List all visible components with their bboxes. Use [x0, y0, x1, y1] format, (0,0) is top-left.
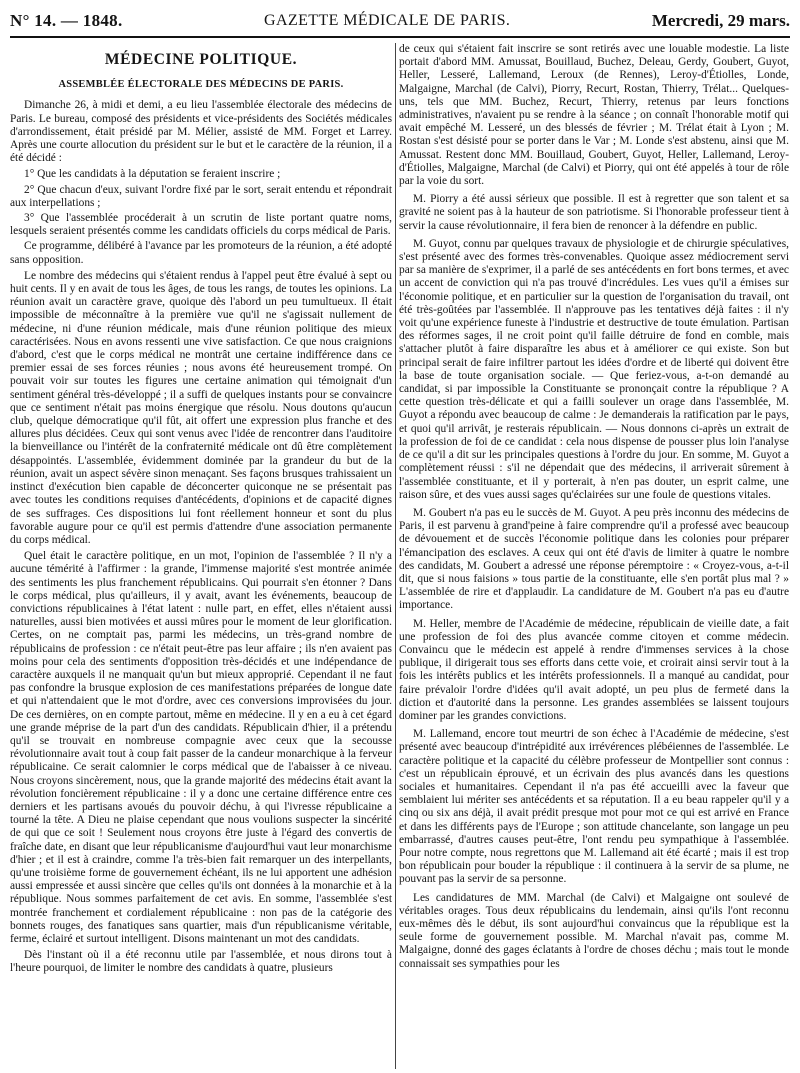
publication-title: GAZETTE MÉDICALE DE PARIS.	[264, 12, 511, 29]
issue-date: Mercredi, 29 mars.	[651, 11, 790, 30]
paragraph: M. Guyot, connu par quelques travaux de physiologie et de chirurgie spéculatives, s'est présenté avec des formes très-convenables. Quoique assez médiocrement servi par sa manière de s'exprimer, il a parlé de ses antécédents en fort bons termes, et avec un accent de conviction qui n'a pas trouvé d'incrédules. Les vues qu'il a émises sur l'économie politique, et en particulier sur la question de l'organisation du travail, ont été très-goûtées par l'assemblée. Il n'approuve pas les tentatives déjà faites : il n'y voit qu'une expérience funeste à l'industrie et destructive de toute émulation. Partisan des réformes sages, il ne croit point qu'il faille détruire de fond en comble, mais s'attacher plutôt à faire disparaître les abus et à améliorer ce qui existe. Son but principal serait de faire infiltrer partout les idées d'ordre et de liberté qui doivent être la base de toute organisation sociale. — Que feriez-vous, a-t-on demandé au candidat, si par impossible la Constituante se prononçait contre la république ? A cette question très-délicate et qui a failli soulever un orage dans l'assemblée, M. Guyot a répondu avec beaucoup de calme : Je demanderais la ratification par le pays, et quoi qu'il arrivât, je resterais républicain. — Nous donnons ci-après un extrait de la profession de foi de ce candidat : cela nous dispense de pousser plus loin l'analyse de ce qu'il a dit sur les principales questions à l'ordre du jour. En somme, M. Guyot a complètement réussi : s'il ne dépendait que des médecins, il arriverait sûrement à l'assemblée constituante, et il y porterait, à n'en pas douter, un esprit calme, une raison sûre, et des vues aussi sages qu'éclairées sur une foule de questions vitales.	[399, 237, 789, 501]
section-title: MÉDECINE POLITIQUE.	[104, 51, 298, 68]
paragraph: M. Piorry a été aussi sérieux que possible. Il est à regretter que son talent et sa gravité ne soient pas à la hauteur de son patriotisme. Si l'honorable professeur tient à servir la cause révolutionnaire, il fera bien de renoncer à la défendre en public.	[399, 193, 789, 232]
paragraph: Quel était le caractère politique, en un mot, l'opinion de l'assemblée ? Il n'y a aucune témérité à l'affirmer : la grande, l'immense majorité s'est montrée animée des sentiments les plus franchement républicains. Qui pourrait s'en étonner ? Dans le corps médical, plus qu'ailleurs, il y avait, avant les événements, beaucoup de convictions républicaines à l'état latent : nulle part, en effet, elles n'étaient aussi naturelles, aussi bien motivées et aussi mûres pour le moment de leur glorification. Certes, on ne comptait pas, parmi les médecins, un très-grand nombre de républicains de profession : ce n'était peut-être pas leur affaire ; ils n'en avaient pas moins pour cela des sentiments d'opposition très-décidés et une indépendance de caractère auxquels il ne manquait qu'un but mieux approprié. Cependant il ne faut pas confondre la brusque explosion de ces manifestations préparées de longue date et qui n'attendaient que le mot d'ordre, avec ces conversions improvisées du jour. De ces dernières, on en compte partout, même en médecine. Il y en a eu à cet égard une grande méprise de la part d'un des candidats. Républicain d'hier, il a prétendu qu'il se trouvait en nombreuse compagnie avec ceux que la secousse révolutionnaire avait tout à coup fait passer de la candeur monarchique à la ferveur républicaine. Ce serait calomnier le corps médical que de l'abaisser à ce niveau. Nous croyons sincèrement, nous, que la grande majorité des médecins était avant la révolution foncièrement républicaine : il y a donc une certaine différence entre ces derniers et les partisans avoués du pouvoir déchu, à qui l'ivresse républicaine a tourné la tête. A Dieu ne plaise cependant que nous voulions suspecter la sincérité de qui que ce soit ! Seulement nous croyons être juste à l'égard des convertis de fraîche date, en disant que leur républicanisme d'aujourd'hui vaut leur monarchisme d'hier ; et il est à craindre, comme l'a très-bien fait remarquer un des interpellants, qu'une troisième forme de gouvernement échéant, ils ne lui apportent une adhésion aussi empressée et aussi sincère que celles qu'ils ont données à la monarchie et à la république. Nous sommes parfaitement de cet avis. En somme, l'assemblée s'est montrée franchement et cordialement républicaine : non pas de la catégorie des bonnets rouges, des fanatiques sans quartier, mais d'un républicanisme véritable, ferme, éclairé et surtout intelligent. Disons maintenant un mot des candidats.	[10, 550, 392, 945]
paragraph: Le nombre des médecins qui s'étaient rendus à l'appel peut être évalué à sept ou huit cents. Il y en avait de tous les âges, de tous les rangs, de toutes les opinions. La réunion avait un caractère grave, quoique dès l'abord un peu tumultueux. Il était impossible de méconnaître à la première vue qu'il ne s'agissait nullement de médecine, ni d'une réunion médicale, mais d'une réunion politique des mieux caractérisées. Nous en avons ressenti une vive satisfaction. Ce que nous craignions d'abord, c'est que le corps médical ne montrât une certaine indifférence dans ce premier essai de ses forces réunies ; nous avons été heureusement trompé. On pouvait voir sur toutes les figures une certaine animation qui témoignait d'un sentiment général très-développé ; il a suffi de quelques instants pour se convaincre que ce sentiment n'était pas moins énergique que résolu. Nous doutons qu'aucun club, quelque démocratique qu'il fût, ait offert une expression plus franche et des allures plus décidées. Ceux qui sont venus avec l'idée de rencontrer dans l'auditoire la bienveillance ou l'intérêt de la confraternité médicale ont dû être complètement désappointés. L'assemblée, évidemment dominée par la grandeur du but de la réunion, avait un aspect sévère sinon menaçant. Ses façons brusques trahissaient un instinct d'exécution bien capable de déconcerter quiconque ne se présentait pas avec toutes les conditions requises d'antécédents, d'opinions et de capacité dignes de ses suffrages. Ces dispositions lui font réellement honneur et sont du plus favorable augure pour ce qu'il est permis d'attendre d'une association permanente du corps médical.	[10, 269, 392, 546]
right-column	[399, 43, 789, 1071]
issue-number: N° 14. — 1848.	[10, 11, 123, 30]
paragraph: M. Lallemand, encore tout meurtri de son échec à l'Académie de médecine, s'est présenté avec beaucoup d'intrépidité aux irrévérences plébéiennes de l'assemblée. Le caractère politique et la capacité du célèbre professeur de Montpellier sont connus : c'est un républicain éprouvé, et un écrivain des plus avancés dans les questions sociales et humanitaires. Cependant il n'a pas été accueilli avec la faveur que semblaient lui mériter ses antécédents et sa réputation. Il a eu beau rappeler qu'il y a cinq ou six ans déjà, il avait prédit presque mot pour mot ce qui est arrivé en France et dans les différents pays de l'Europe ; son attitude chancelante, son langage un peu embarrassé, d'autres causes peut-être, l'ont rendu peu sympathique à l'assemblée. Pour notre compte, nous regrettons que M. Lallemand ait été écarté ; mais il est trop bon républicain pour bouder la république : il continuera à la servir de sa plume, ne pouvant pas la servir de sa personne.	[399, 728, 789, 886]
decision-item: 1° Que les candidats à la députation se feraient inscrire ;	[24, 168, 281, 181]
decision-item: 2° Que chacun d'eux, suivant l'ordre fixé par le sort, serait entendu et répondrait aux interpellations ;	[10, 183, 392, 209]
article-subtitle: ASSEMBLÉE ÉLECTORALE DES MÉDECINS DE PARIS.	[58, 79, 344, 91]
paragraph: de ceux qui s'étaient fait inscrire se sont retirés avec une louable modestie. La liste portait d'abord MM. Amussat, Bouillaud, Buchez, Deleau, Gerdy, Goubert, Guyot, Heller, Lesseré, Lallemand, Leroux (de Rennes), Leroy-d'Étiolles, Londe, Malgaigne, Marchal (de Calvi), Piorry, Recurt, Rostan, Thierry, Trélat... Quelques-uns, tels que MM. Buchez, Recurt, Thierry, retenus par leurs fonctions administratives, n'avaient pu se rendre à la séance ; on connaît l'honorable motif qui avait empêché M. Lesseré, un des blessés de février ; M. Trélat était à Lyon ; M. Rostan s'est désisté pour se porter dans le Var ; M. Londe s'est abstenu, ainsi que M. Amussat. Restent donc MM. Bouillaud, Goubert, Guyot, Heller, Lallemand, Leroy-d'Étiolles, Malgaigne, Marchal (de Calvi) et Piorry, qui ont été appelés à tour de rôle par la voie du sort.	[399, 43, 789, 188]
decision-item: 3° Que l'assemblée procéderait à un scrutin de liste portant quatre noms, lesquels seraient présentés comme les candidats officiels du corps médical de Paris.	[10, 212, 392, 238]
intro-paragraph: Dimanche 26, à midi et demi, a eu lieu l'assemblée électorale des médecins de Paris. Le bureau, composé des présidents et vice-présidents des Sociétés médicales d'arrondissement, était présidé par M. Mélier, assisté de MM. Forget et Larrey. Après une courte allocution du président sur le but et le caractère de la réunion, il a été décidé :	[10, 99, 392, 165]
paragraph: M. Goubert n'a pas eu le succès de M. Guyot. A peu près inconnu des médecins de Paris, il est parvenu à grand'peine à faire comprendre qu'il a professé avec beaucoup de dévouement et de succès l'économie politique dans les colonies pour préparer l'émancipation des esclaves. A ceux qui ont été d'avis de limiter à quatre le nombre des candidats, M. Goubert a adressé une réponse péremptoire : « Croyez-vous, a-t-il dit, que si nous faisions » tous partie de la constituante, elle s'en portât plus mal ? » L'assemblée de rire et d'applaudir. La candidature de M. Goubert n'a pas eu d'autre importance.	[399, 506, 789, 612]
paragraph: M. Heller, membre de l'Académie de médecine, républicain de vieille date, a fait une profession de foi des plus avancée comme citoyen et comme médecin. Convaincu que le médecin est appelé à rendre d'immenses services à la chose publique, il dirigerait tous ses efforts dans cette voie, et croirait ainsi servir tout à la fois les intérêts publics et les intérêts professionnels. Il a manqué au candidat, pour faire prévaloir l'ordre d'idées qu'il avait adopté, un peu plus de fermeté dans la diction et d'autorité dans la personne. Les grandes assemblées se laissent toujours dominer par les grandes convictions.	[399, 617, 789, 722]
paragraph: Dès l'instant où il a été reconnu utile par l'assemblée, et nous dirons tout à l'heure pourquoi, de limiter le nombre des candidats à quatre, plusieurs	[10, 949, 392, 975]
paragraph: Les candidatures de MM. Marchal (de Calvi) et Malgaigne ont soulevé de véritables orages. Tous deux républicains du lendemain, ainsi qu'ils l'ont reconnu eux-mêmes dès le début, ils sont aujourd'hui convaincus que la république est la seule forme de gouvernement possible. M. Marchal n'avait pas, comme M. Malgaigne, donné des gages éclatants à l'ordre de choses déchu ; mais tout le monde connaissait ses sympathies pour les	[399, 891, 789, 970]
left-column	[10, 43, 392, 1071]
paragraph: Ce programme, délibéré à l'avance par les promoteurs de la réunion, a été adopté sans opposition.	[10, 240, 392, 266]
masthead	[10, 6, 790, 38]
column-divider	[395, 43, 396, 1069]
